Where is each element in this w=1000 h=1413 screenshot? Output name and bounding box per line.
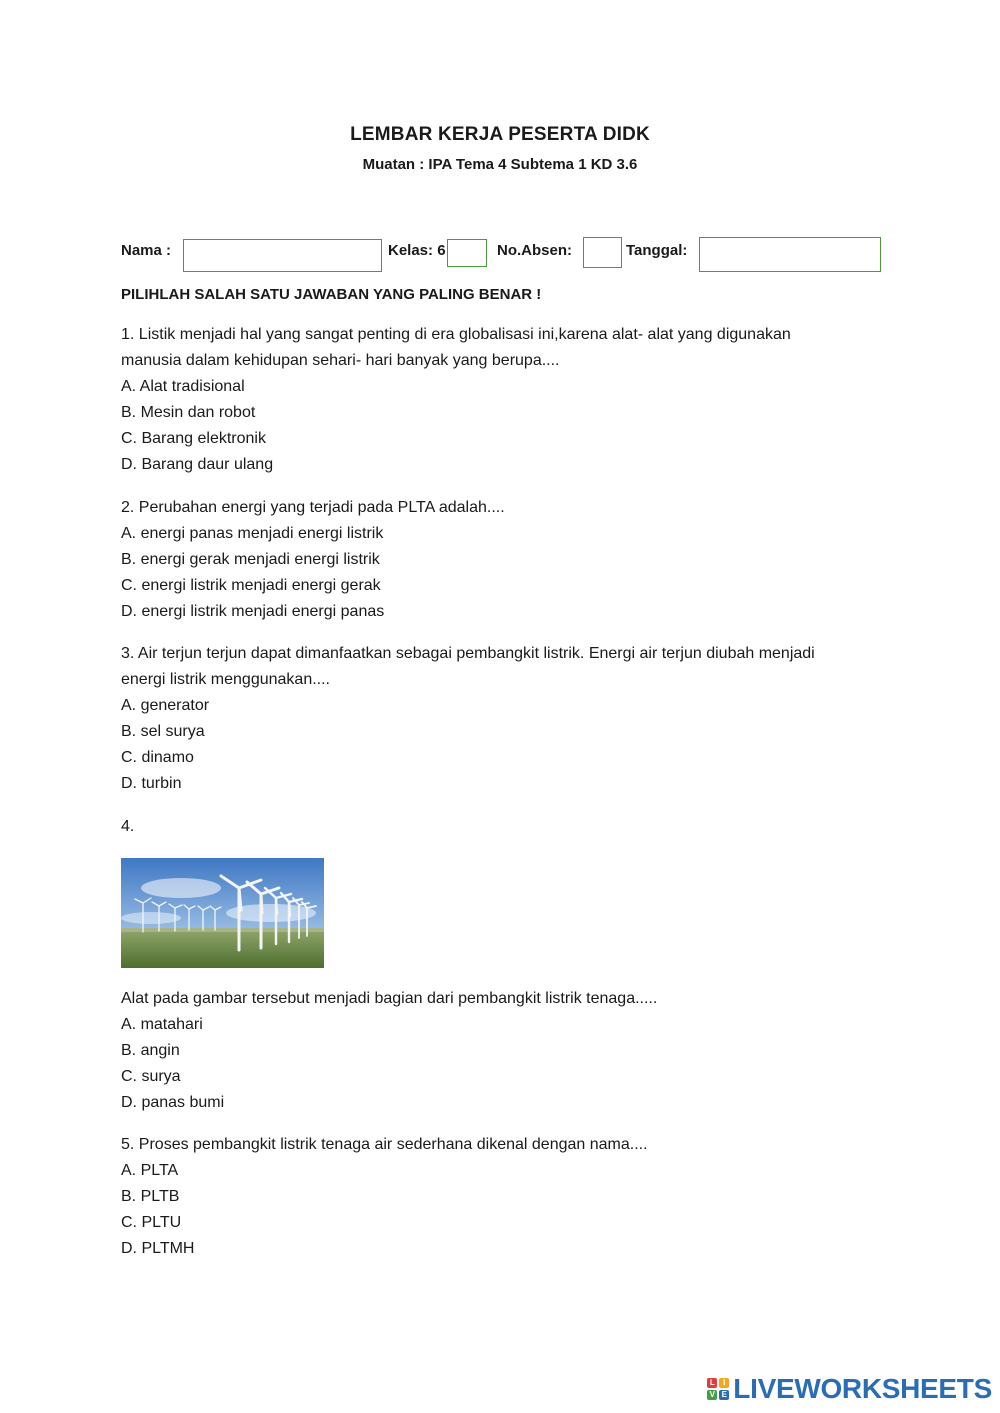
logo-letter: V (707, 1390, 717, 1400)
option-d[interactable]: D. Barang daur ulang (121, 456, 274, 473)
question-number: 4. (121, 818, 135, 835)
page-subtitle: Muatan : IPA Tema 4 Subtema 1 KD 3.6 (362, 156, 638, 173)
question-text: energi listrik menggunakan.... (121, 671, 330, 688)
tanggal-label: Tanggal: (626, 242, 688, 259)
question-2 (121, 495, 881, 625)
option-c[interactable]: C. PLTU (121, 1214, 182, 1231)
option-a[interactable]: A. Alat tradisional (121, 378, 245, 395)
option-b[interactable]: B. energi gerak menjadi energi listrik (121, 551, 380, 568)
question-text: manusia dalam kehidupan sehari- hari banyak yang berupa.... (121, 352, 560, 369)
option-a[interactable]: A. energi panas menjadi energi listrik (121, 525, 384, 542)
option-d[interactable]: D. energi listrik menjadi energi panas (121, 603, 385, 620)
instruction-text: PILIHLAH SALAH SATU JAWABAN YANG PALING BENAR ! (121, 286, 542, 303)
option-c[interactable]: C. energi listrik menjadi energi gerak (121, 577, 381, 594)
option-c[interactable]: C. Barang elektronik (121, 430, 266, 447)
option-a[interactable]: A. PLTA (121, 1162, 179, 1179)
option-c[interactable]: C. dinamo (121, 749, 194, 766)
page-title: LEMBAR KERJA PESERTA DIDK (350, 124, 650, 145)
logo-text: LIVEWORKSHEETS (733, 1373, 992, 1404)
option-d[interactable]: D. panas bumi (121, 1094, 225, 1111)
question-5 (121, 1132, 881, 1262)
liveworksheets-logo[interactable] (707, 1373, 992, 1405)
nama-input[interactable] (183, 239, 382, 272)
absen-label: No.Absen: (497, 242, 572, 259)
logo-letter: L (707, 1378, 717, 1388)
option-a[interactable]: A. generator (121, 697, 210, 714)
kelas-label: Kelas: 6 (388, 242, 446, 259)
logo-mark-icon (707, 1378, 729, 1400)
absen-input[interactable] (583, 237, 622, 268)
option-b[interactable]: B. PLTB (121, 1188, 180, 1205)
question-text: Alat pada gambar tersebut menjadi bagian dari pembangkit listrik tenaga..... (121, 990, 658, 1007)
option-b[interactable]: B. sel surya (121, 723, 205, 740)
tanggal-input[interactable] (699, 237, 881, 272)
question-text: 2. Perubahan energi yang terjadi pada PLTA adalah.... (121, 499, 505, 516)
wind-turbine-photo (121, 858, 324, 968)
option-b[interactable]: B. angin (121, 1042, 180, 1059)
question-1 (121, 322, 881, 478)
question-text: 3. Air terjun terjun dapat dimanfaatkan sebagai pembangkit listrik. Energi air terjun diubah menjadi (121, 645, 815, 662)
question-text: 5. Proses pembangkit listrik tenaga air sederhana dikenal dengan nama.... (121, 1136, 648, 1153)
question-4 (121, 986, 881, 1116)
option-d[interactable]: D. turbin (121, 775, 182, 792)
question-text: 1. Listik menjadi hal yang sangat penting di era globalisasi ini,karena alat- alat yang digunakan (121, 326, 791, 343)
option-b[interactable]: B. Mesin dan robot (121, 404, 256, 421)
option-a[interactable]: A. matahari (121, 1016, 203, 1033)
kelas-input[interactable] (447, 239, 487, 267)
question-4-number (121, 814, 881, 840)
option-d[interactable]: D. PLTMH (121, 1240, 195, 1257)
logo-letter: E (719, 1390, 729, 1400)
nama-label: Nama : (121, 242, 172, 259)
option-c[interactable]: C. surya (121, 1068, 181, 1085)
logo-letter: I (719, 1378, 729, 1388)
question-3 (121, 641, 881, 797)
